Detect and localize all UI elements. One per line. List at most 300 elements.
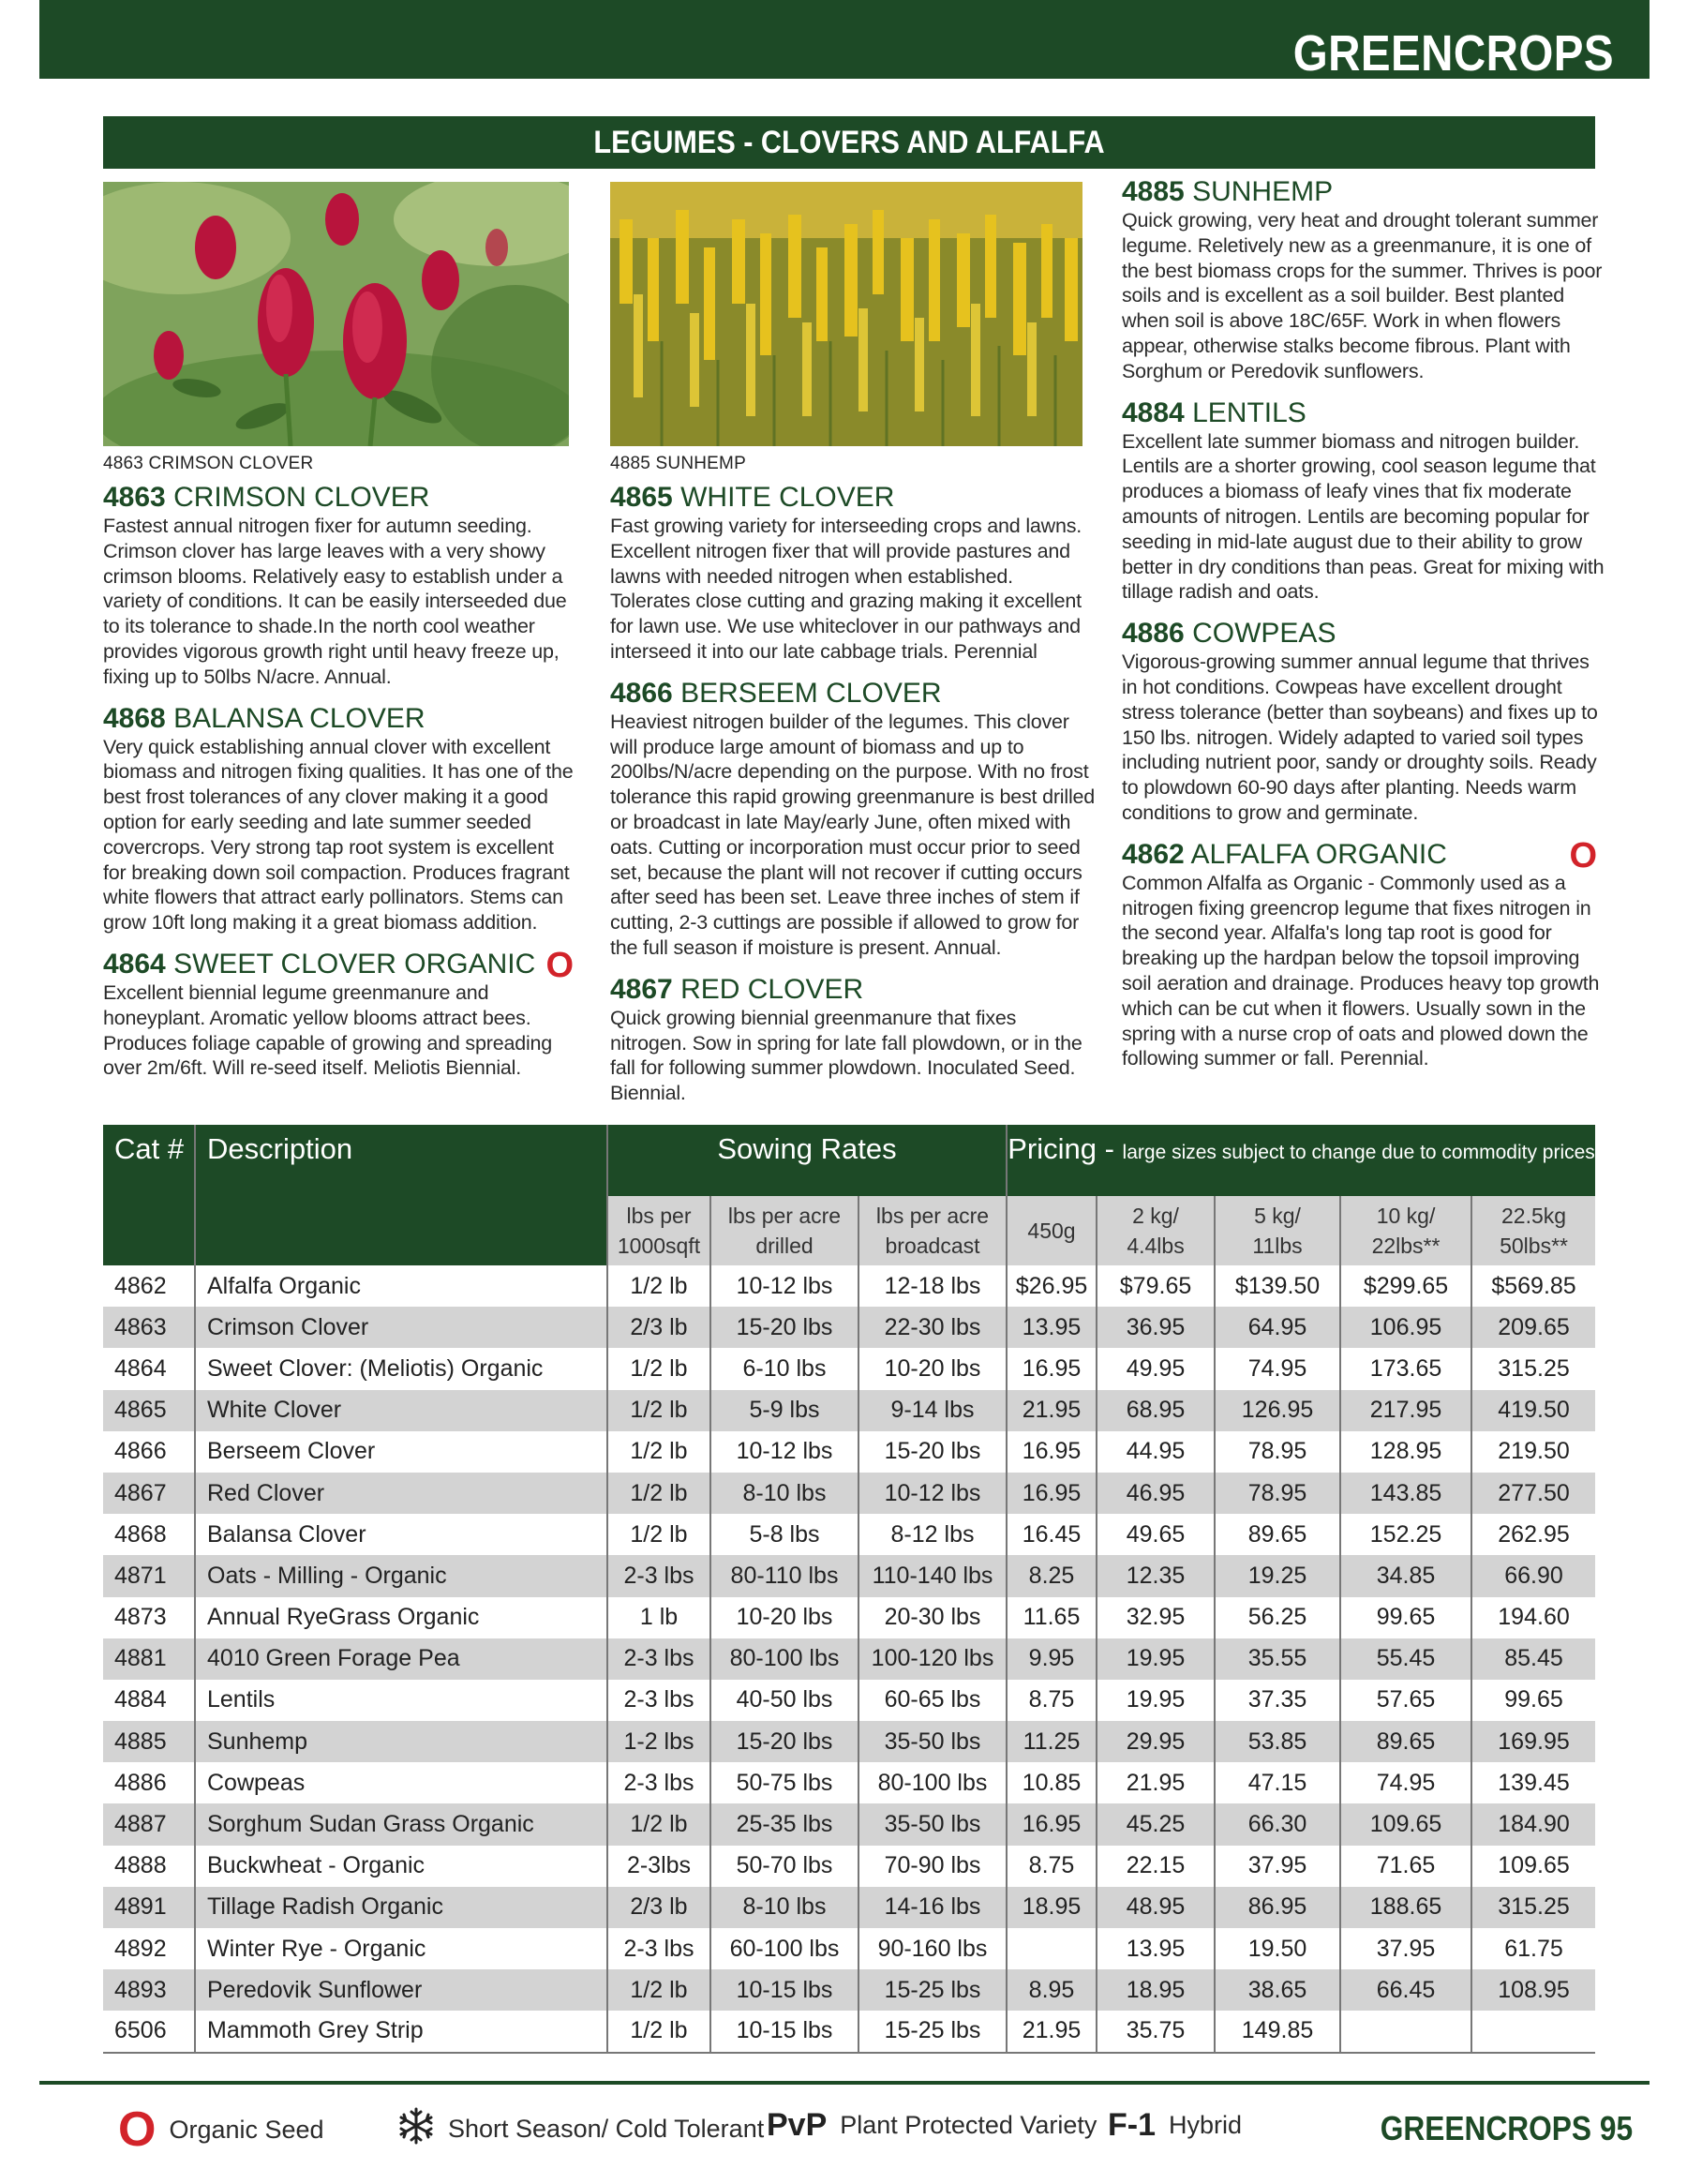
cat-number-cell: 4886 bbox=[103, 1762, 195, 1803]
value-cell: 74.95 bbox=[1215, 1348, 1340, 1389]
product-entry-4865 bbox=[610, 482, 1097, 665]
description-cell: Tillage Radish Organic bbox=[195, 1887, 607, 1928]
value-cell: 10.85 bbox=[1007, 1762, 1097, 1803]
column-middle bbox=[610, 482, 1097, 1119]
page-footer-number: GREENCROPS 95 bbox=[1380, 2109, 1633, 2147]
value-cell: $26.95 bbox=[1007, 1265, 1097, 1307]
subheader-line: 50lbs** bbox=[1500, 1234, 1568, 1258]
column-left bbox=[103, 482, 581, 1094]
subheader-line: 1000sqft bbox=[617, 1234, 701, 1258]
subheader-cell bbox=[858, 1196, 1007, 1265]
product-description: Common Alfalfa as Organic - Commonly used as a nitrogen fixing greencrop legume that fixes nitrogen in the second year. Alfalfa's long tap root is good for breaking up the hardpan below the topsoil improving soil aeration and drainage. Produces heavy top growth which can be cut when it flowers. Usually sown in the spring with a nurse crop of oats and plowed down the following summer or fall. Perennial. bbox=[1122, 871, 1600, 1070]
value-cell: 16.45 bbox=[1007, 1514, 1097, 1555]
product-name: ALFALFA ORGANIC bbox=[1190, 838, 1447, 870]
value-cell: 1/2 lb bbox=[607, 1348, 710, 1389]
subheader-cell bbox=[607, 1196, 710, 1265]
product-entry-4867 bbox=[610, 974, 1097, 1106]
product-entry-4885 bbox=[1122, 176, 1605, 384]
product-description: Vigorous-growing summer annual legume that thrives in hot conditions. Cowpeas have excellent drought stress tolerance (better than soybeans) and fixes up to 150 lbs. nitrogen. Widely adapted to varied soil types including nutrient poor, sandy or droughty soils. Ready to plowdown 60-90 days after planting. Needs warm conditions to grow and germinate. bbox=[1122, 651, 1598, 824]
header-pricing bbox=[1007, 1125, 1595, 1196]
value-cell: 99.65 bbox=[1340, 1597, 1471, 1638]
value-cell: 12.35 bbox=[1097, 1555, 1215, 1596]
description-cell: Cowpeas bbox=[195, 1762, 607, 1803]
value-cell: 66.45 bbox=[1340, 1969, 1471, 2011]
value-cell: 109.65 bbox=[1340, 1803, 1471, 1845]
product-entry-4886 bbox=[1122, 618, 1605, 826]
value-cell: 15-20 lbs bbox=[858, 1431, 1007, 1473]
value-cell: 13.95 bbox=[1007, 1307, 1097, 1348]
value-cell: 78.95 bbox=[1215, 1473, 1340, 1514]
value-cell: 16.95 bbox=[1007, 1348, 1097, 1389]
subheader-cell bbox=[1340, 1196, 1471, 1265]
header-pricing-note: large sizes subject to change due to commodity prices bbox=[1122, 1142, 1595, 1163]
product-entry-4866 bbox=[610, 678, 1097, 961]
value-cell: 50-70 lbs bbox=[710, 1846, 858, 1887]
value-cell: 8.75 bbox=[1007, 1846, 1097, 1887]
value-cell: 90-160 lbs bbox=[858, 1928, 1007, 1969]
cat-number-cell: 6506 bbox=[103, 2011, 195, 2052]
value-cell: 19.25 bbox=[1215, 1555, 1340, 1596]
value-cell: 1/2 lb bbox=[607, 2011, 710, 2052]
subheader-line: 22lbs** bbox=[1371, 1234, 1441, 1258]
value-cell bbox=[1007, 1928, 1097, 1969]
product-heading bbox=[610, 678, 1097, 710]
value-cell: 60-100 lbs bbox=[710, 1928, 858, 1969]
value-cell: 2-3 lbs bbox=[607, 1555, 710, 1596]
product-heading bbox=[1122, 835, 1605, 875]
value-cell: 10-20 lbs bbox=[858, 1348, 1007, 1389]
product-description: Excellent late summer biomass and nitrogen builder. Lentils are a shorter growing, cool season legume that produces a biomass of leafy vines that fix moderate amounts of nitrogen. Lentils are becoming popular for seeding in mid-late august due to their ability to grow better in dry conditions than peas. Great for mixing with tillage radish and oats. bbox=[1122, 429, 1605, 604]
value-cell: 44.95 bbox=[1097, 1431, 1215, 1473]
header-sowing-rates: Sowing Rates bbox=[607, 1125, 1007, 1196]
cat-number-cell: 4887 bbox=[103, 1803, 195, 1845]
product-description: Heaviest nitrogen builder of the legumes. This clover will produce large amount of biomass and up to 200lbs/N/acre depending on the purpose. With no frost tolerance this rapid growing greenmanure is best drilled or broadcast in late May/early June, often mixed with oats. Cutting or incorporation must occur prior to seed set, because the plant will not recover if cutting occurs after seed has been set. Leave three inches of stem if cutting, 2-3 cuttings are possible if allowed to grow for the full season if moisture is present. Annual. bbox=[610, 710, 1096, 959]
page-category-title: GREENCROPS bbox=[1292, 25, 1614, 82]
value-cell: 149.85 bbox=[1215, 2011, 1340, 2052]
product-description: Quick growing, very heat and drought tolerant summer legume. Reletively new as a greenmanure, it is one of the best biomass crops for the summer. Thrives is poor soils and is excellent as a soil builder. Best planted when soil is above 18C/65F. Work in when flowers appear, otherwise stalks become fibrous. Plant with Sorghum or Peredovik sunflowers. bbox=[1122, 209, 1603, 382]
column-right bbox=[1122, 176, 1605, 1085]
product-heading bbox=[1122, 618, 1605, 650]
value-cell: 22.15 bbox=[1097, 1846, 1215, 1887]
value-cell: 8-10 lbs bbox=[710, 1473, 858, 1514]
header-cat: Cat # bbox=[103, 1125, 195, 1265]
value-cell: 1/2 lb bbox=[607, 1265, 710, 1307]
value-cell: 89.65 bbox=[1215, 1514, 1340, 1555]
value-cell: 56.25 bbox=[1215, 1597, 1340, 1638]
value-cell: 89.65 bbox=[1340, 1721, 1471, 1762]
subheader-line: 5 kg/ bbox=[1254, 1204, 1301, 1228]
value-cell: 1-2 lbs bbox=[607, 1721, 710, 1762]
value-cell: 80-100 lbs bbox=[710, 1638, 858, 1680]
value-cell: 5-9 lbs bbox=[710, 1390, 858, 1431]
product-entry-4864 bbox=[103, 945, 581, 1081]
value-cell: 32.95 bbox=[1097, 1597, 1215, 1638]
value-cell: 10-12 lbs bbox=[710, 1431, 858, 1473]
description-cell: Balansa Clover bbox=[195, 1514, 607, 1555]
subheader-line: lbs per acre bbox=[875, 1204, 990, 1228]
description-cell: Annual RyeGrass Organic bbox=[195, 1597, 607, 1638]
cat-number-cell: 4865 bbox=[103, 1390, 195, 1431]
product-number: 4866 bbox=[610, 677, 673, 709]
organic-icon: O bbox=[545, 945, 574, 985]
value-cell: 37.95 bbox=[1215, 1846, 1340, 1887]
hybrid-icon: F-1 bbox=[1108, 2107, 1156, 2143]
product-entry-4863 bbox=[103, 482, 581, 690]
value-cell: 106.95 bbox=[1340, 1307, 1471, 1348]
value-cell: 8.75 bbox=[1007, 1680, 1097, 1721]
product-name: RED CLOVER bbox=[680, 973, 864, 1005]
product-name: BALANSA CLOVER bbox=[173, 702, 425, 734]
value-cell: 1/2 lb bbox=[607, 1431, 710, 1473]
value-cell: 19.95 bbox=[1097, 1680, 1215, 1721]
value-cell: 217.95 bbox=[1340, 1390, 1471, 1431]
table-row bbox=[103, 1390, 1595, 1431]
table-row bbox=[103, 1473, 1595, 1514]
value-cell: 64.95 bbox=[1215, 1307, 1340, 1348]
crimson-clover-photo bbox=[103, 182, 569, 446]
value-cell: 188.65 bbox=[1340, 1887, 1471, 1928]
value-cell: 1/2 lb bbox=[607, 1969, 710, 2011]
value-cell: 16.95 bbox=[1007, 1473, 1097, 1514]
value-cell: 25-35 lbs bbox=[710, 1803, 858, 1845]
description-cell: Peredovik Sunflower bbox=[195, 1969, 607, 2011]
value-cell: 1/2 lb bbox=[607, 1803, 710, 1845]
table-row bbox=[103, 1887, 1595, 1928]
table-row bbox=[103, 1307, 1595, 1348]
header-bar bbox=[39, 0, 1650, 82]
description-cell: Alfalfa Organic bbox=[195, 1265, 607, 1307]
cat-number-cell: 4891 bbox=[103, 1887, 195, 1928]
cat-number-cell: 4884 bbox=[103, 1680, 195, 1721]
table-row bbox=[103, 1514, 1595, 1555]
value-cell: 10-12 lbs bbox=[710, 1265, 858, 1307]
product-heading bbox=[1122, 397, 1605, 429]
legend-label: Short Season/ Cold Tolerant bbox=[448, 2115, 765, 2143]
table-row bbox=[103, 1431, 1595, 1473]
value-cell: 126.95 bbox=[1215, 1390, 1340, 1431]
cat-number-cell: 4871 bbox=[103, 1555, 195, 1596]
value-cell: 8-10 lbs bbox=[710, 1887, 858, 1928]
value-cell: 315.25 bbox=[1471, 1887, 1595, 1928]
product-heading bbox=[610, 482, 1097, 514]
product-heading bbox=[1122, 176, 1605, 208]
subheader-line: drilled bbox=[755, 1234, 814, 1258]
value-cell: 100-120 lbs bbox=[858, 1638, 1007, 1680]
product-entry-4884 bbox=[1122, 397, 1605, 606]
value-cell: 219.50 bbox=[1471, 1431, 1595, 1473]
value-cell: 66.30 bbox=[1215, 1803, 1340, 1845]
value-cell: 60-65 lbs bbox=[858, 1680, 1007, 1721]
table-row bbox=[103, 1555, 1595, 1596]
product-name: LENTILS bbox=[1192, 396, 1306, 428]
product-number: 4884 bbox=[1122, 396, 1185, 428]
value-cell: 277.50 bbox=[1471, 1473, 1595, 1514]
value-cell: 9.95 bbox=[1007, 1638, 1097, 1680]
product-name: SWEET CLOVER ORGANIC bbox=[173, 948, 536, 980]
value-cell: 109.65 bbox=[1471, 1846, 1595, 1887]
sunhemp-photo bbox=[610, 182, 1082, 446]
product-description: Fast growing variety for interseeding crops and lawns. Excellent nitrogen fixer that will provide pastures and lawns with needed nitrogen when established. Tolerates close cutting and grazing making it excellent for lawn use. We use whiteclover in our pathways and interseed it into our late cabbage trials. Perennial bbox=[610, 515, 1082, 663]
description-cell: Buckwheat - Organic bbox=[195, 1846, 607, 1887]
subheader-line: 4.4lbs bbox=[1127, 1234, 1185, 1258]
value-cell: 108.95 bbox=[1471, 1969, 1595, 2011]
value-cell: 55.45 bbox=[1340, 1638, 1471, 1680]
value-cell: 8.95 bbox=[1007, 1969, 1097, 2011]
table-row bbox=[103, 1803, 1595, 1845]
value-cell: 209.65 bbox=[1471, 1307, 1595, 1348]
value-cell: 5-8 lbs bbox=[710, 1514, 858, 1555]
product-number: 4885 bbox=[1122, 176, 1185, 207]
value-cell: 2-3lbs bbox=[607, 1846, 710, 1887]
value-cell: 152.25 bbox=[1340, 1514, 1471, 1555]
value-cell: 21.95 bbox=[1097, 1762, 1215, 1803]
pvp-icon: PvP bbox=[767, 2107, 828, 2143]
subheader-line: 11lbs bbox=[1252, 1234, 1303, 1258]
value-cell: 80-110 lbs bbox=[710, 1555, 858, 1596]
value-cell: 80-100 lbs bbox=[858, 1762, 1007, 1803]
value-cell: 15-20 lbs bbox=[710, 1307, 858, 1348]
description-cell: Sunhemp bbox=[195, 1721, 607, 1762]
value-cell: 40-50 lbs bbox=[710, 1680, 858, 1721]
cat-number-cell: 4866 bbox=[103, 1431, 195, 1473]
product-number: 4862 bbox=[1122, 838, 1185, 870]
product-description: Quick growing biennial greenmanure that fixes nitrogen. Sow in spring for late fall plowdown, or in the fall for following summer plowdown. Inoculated Seed. Biennial. bbox=[610, 1006, 1082, 1105]
value-cell: 10-15 lbs bbox=[710, 2011, 858, 2052]
product-number: 4865 bbox=[610, 482, 673, 513]
value-cell: 68.95 bbox=[1097, 1390, 1215, 1431]
cat-number-cell: 4893 bbox=[103, 1969, 195, 2011]
value-cell: 53.85 bbox=[1215, 1721, 1340, 1762]
organic-icon: O bbox=[118, 2102, 157, 2157]
table-row bbox=[103, 2011, 1595, 2052]
product-number: 4886 bbox=[1122, 618, 1185, 650]
value-cell: $139.50 bbox=[1215, 1265, 1340, 1307]
value-cell: 49.65 bbox=[1097, 1514, 1215, 1555]
value-cell: 16.95 bbox=[1007, 1803, 1097, 1845]
value-cell: 70-90 lbs bbox=[858, 1846, 1007, 1887]
organic-icon: O bbox=[1569, 835, 1597, 875]
table-body bbox=[103, 1265, 1595, 2053]
product-entry-4868 bbox=[103, 703, 581, 935]
legend-hybrid bbox=[1108, 2107, 1242, 2144]
description-cell: Oats - Milling - Organic bbox=[195, 1555, 607, 1596]
value-cell: 419.50 bbox=[1471, 1390, 1595, 1431]
description-cell: White Clover bbox=[195, 1390, 607, 1431]
subheader-line: broadcast bbox=[885, 1234, 980, 1258]
description-cell: Lentils bbox=[195, 1680, 607, 1721]
value-cell: 1 lb bbox=[607, 1597, 710, 1638]
value-cell: 66.90 bbox=[1471, 1555, 1595, 1596]
value-cell: 48.95 bbox=[1097, 1887, 1215, 1928]
product-name: CRIMSON CLOVER bbox=[173, 482, 430, 513]
value-cell: 47.15 bbox=[1215, 1762, 1340, 1803]
value-cell: 37.95 bbox=[1340, 1928, 1471, 1969]
cat-number-cell: 4885 bbox=[103, 1721, 195, 1762]
subheader-line: 2 kg/ bbox=[1132, 1204, 1179, 1228]
product-heading bbox=[103, 703, 581, 735]
table-row bbox=[103, 1721, 1595, 1762]
header-description: Description bbox=[195, 1125, 607, 1265]
legend-label: Organic Seed bbox=[169, 2115, 324, 2144]
value-cell: $569.85 bbox=[1471, 1265, 1595, 1307]
value-cell: 143.85 bbox=[1340, 1473, 1471, 1514]
value-cell: 12-18 lbs bbox=[858, 1265, 1007, 1307]
product-entry-4862 bbox=[1122, 835, 1605, 1071]
product-description: Fastest annual nitrogen fixer for autumn seeding. Crimson clover has large leaves with a very showy crimson blooms. Relatively easy to establish under a variety of conditions. It can be easily interseeded due to its tolerance to shade.In the north cool weather provides vigorous growth right until heavy freeze up, fixing up to 50lbs N/acre. Annual. bbox=[103, 515, 567, 688]
photo-caption: 4885 SUNHEMP bbox=[610, 454, 746, 473]
value-cell: 49.95 bbox=[1097, 1348, 1215, 1389]
value-cell: 194.60 bbox=[1471, 1597, 1595, 1638]
value-cell: 35.75 bbox=[1097, 2011, 1215, 2052]
value-cell: 71.65 bbox=[1340, 1846, 1471, 1887]
value-cell: 13.95 bbox=[1097, 1928, 1215, 1969]
value-cell: 46.95 bbox=[1097, 1473, 1215, 1514]
description-cell: Winter Rye - Organic bbox=[195, 1928, 607, 1969]
value-cell: 169.95 bbox=[1471, 1721, 1595, 1762]
product-heading bbox=[103, 482, 581, 514]
value-cell: 45.25 bbox=[1097, 1803, 1215, 1845]
value-cell: 18.95 bbox=[1097, 1969, 1215, 2011]
value-cell: 20-30 lbs bbox=[858, 1597, 1007, 1638]
snowflake-icon bbox=[397, 2107, 435, 2151]
value-cell: 22-30 lbs bbox=[858, 1307, 1007, 1348]
value-cell: 86.95 bbox=[1215, 1887, 1340, 1928]
product-number: 4863 bbox=[103, 482, 166, 513]
value-cell: 15-20 lbs bbox=[710, 1721, 858, 1762]
value-cell: 2-3 lbs bbox=[607, 1638, 710, 1680]
value-cell: 315.25 bbox=[1471, 1348, 1595, 1389]
cat-number-cell: 4864 bbox=[103, 1348, 195, 1389]
cat-number-cell: 4873 bbox=[103, 1597, 195, 1638]
value-cell: 2-3 lbs bbox=[607, 1762, 710, 1803]
value-cell bbox=[1340, 2011, 1471, 2052]
value-cell: 29.95 bbox=[1097, 1721, 1215, 1762]
product-description: Excellent biennial legume greenmanure and honeyplant. Aromatic yellow blooms attract bees. Produces foliage capable of growing and spreading over 2m/6ft. Will re-seed itself. Meliotis Biennial. bbox=[103, 980, 553, 1080]
product-description: Very quick establishing annual clover with excellent biomass and nitrogen fixing qualities. It has one of the best frost tolerances of any clover making it a good option for early seeding and late summer seeded covercrops. Very strong tap root system is excellent for breaking down soil compaction. Produces fragrant white flowers that attract early pollinators. Stems can grow 10ft long making it a great biomass addition. bbox=[103, 735, 574, 935]
section-banner bbox=[103, 116, 1595, 169]
value-cell: 74.95 bbox=[1340, 1762, 1471, 1803]
description-cell: Crimson Clover bbox=[195, 1307, 607, 1348]
value-cell: 35.55 bbox=[1215, 1638, 1340, 1680]
table-row bbox=[103, 1680, 1595, 1721]
description-cell: Mammoth Grey Strip bbox=[195, 2011, 607, 2052]
product-number: 4867 bbox=[610, 973, 673, 1005]
value-cell: 85.45 bbox=[1471, 1638, 1595, 1680]
subheader-cell bbox=[1097, 1196, 1215, 1265]
value-cell: 9-14 lbs bbox=[858, 1390, 1007, 1431]
value-cell: 37.35 bbox=[1215, 1680, 1340, 1721]
value-cell: 19.50 bbox=[1215, 1928, 1340, 1969]
value-cell: 78.95 bbox=[1215, 1431, 1340, 1473]
subheader-cell bbox=[1471, 1196, 1595, 1265]
value-cell bbox=[1471, 2011, 1595, 2052]
product-name: BERSEEM CLOVER bbox=[680, 677, 942, 709]
value-cell: 14-16 lbs bbox=[858, 1887, 1007, 1928]
value-cell: 2-3 lbs bbox=[607, 1928, 710, 1969]
value-cell: 61.75 bbox=[1471, 1928, 1595, 1969]
subheader-cell bbox=[710, 1196, 858, 1265]
value-cell: 57.65 bbox=[1340, 1680, 1471, 1721]
product-name: WHITE CLOVER bbox=[680, 482, 895, 513]
pricing-table bbox=[103, 1125, 1595, 2054]
value-cell: 262.95 bbox=[1471, 1514, 1595, 1555]
table-row bbox=[103, 1762, 1595, 1803]
value-cell: 36.95 bbox=[1097, 1307, 1215, 1348]
value-cell: 99.65 bbox=[1471, 1680, 1595, 1721]
value-cell: 11.25 bbox=[1007, 1721, 1097, 1762]
legend-organic bbox=[118, 2102, 324, 2157]
value-cell: 34.85 bbox=[1340, 1555, 1471, 1596]
value-cell: 35-50 lbs bbox=[858, 1803, 1007, 1845]
section-title: LEGUMES - CLOVERS AND ALFALFA bbox=[593, 125, 1105, 160]
value-cell: 21.95 bbox=[1007, 1390, 1097, 1431]
value-cell: 15-25 lbs bbox=[858, 2011, 1007, 2052]
product-number: 4868 bbox=[103, 702, 166, 734]
value-cell: 128.95 bbox=[1340, 1431, 1471, 1473]
value-cell: 10-15 lbs bbox=[710, 1969, 858, 2011]
table-row bbox=[103, 1638, 1595, 1680]
product-heading bbox=[610, 974, 1097, 1006]
value-cell: 2/3 lb bbox=[607, 1307, 710, 1348]
value-cell: 10-12 lbs bbox=[858, 1473, 1007, 1514]
description-cell: Sweet Clover: (Meliotis) Organic bbox=[195, 1348, 607, 1389]
subheader-line: 450g bbox=[1027, 1219, 1076, 1243]
subheader-line: lbs per acre bbox=[727, 1204, 842, 1228]
description-cell: Berseem Clover bbox=[195, 1431, 607, 1473]
legend-short-season bbox=[397, 2107, 764, 2151]
value-cell: 184.90 bbox=[1471, 1803, 1595, 1845]
legend-label: Plant Protected Variety bbox=[840, 2111, 1097, 2139]
value-cell: 2-3 lbs bbox=[607, 1680, 710, 1721]
value-cell: 11.65 bbox=[1007, 1597, 1097, 1638]
value-cell: 16.95 bbox=[1007, 1431, 1097, 1473]
value-cell: 139.45 bbox=[1471, 1762, 1595, 1803]
value-cell: 8.25 bbox=[1007, 1555, 1097, 1596]
value-cell: 21.95 bbox=[1007, 2011, 1097, 2052]
description-cell: Red Clover bbox=[195, 1473, 607, 1514]
table-row bbox=[103, 1846, 1595, 1887]
table-header-row bbox=[103, 1125, 1595, 1196]
legend-pvp bbox=[767, 2107, 1097, 2144]
table-row bbox=[103, 1928, 1595, 1969]
value-cell: 50-75 lbs bbox=[710, 1762, 858, 1803]
value-cell: 19.95 bbox=[1097, 1638, 1215, 1680]
cat-number-cell: 4892 bbox=[103, 1928, 195, 1969]
subheader-cell bbox=[1215, 1196, 1340, 1265]
description-cell: 4010 Green Forage Pea bbox=[195, 1638, 607, 1680]
header-pricing-label: Pricing - bbox=[1008, 1132, 1114, 1165]
cat-number-cell: 4888 bbox=[103, 1846, 195, 1887]
value-cell: 18.95 bbox=[1007, 1887, 1097, 1928]
table-row bbox=[103, 1265, 1595, 1307]
value-cell: 2/3 lb bbox=[607, 1887, 710, 1928]
value-cell: $79.65 bbox=[1097, 1265, 1215, 1307]
product-number: 4864 bbox=[103, 948, 166, 980]
footer-rule bbox=[39, 2081, 1650, 2085]
cat-number-cell: 4863 bbox=[103, 1307, 195, 1348]
subheader-line: 10 kg/ bbox=[1376, 1204, 1436, 1228]
table-row bbox=[103, 1348, 1595, 1389]
value-cell: $299.65 bbox=[1340, 1265, 1471, 1307]
value-cell: 15-25 lbs bbox=[858, 1969, 1007, 2011]
value-cell: 6-10 lbs bbox=[710, 1348, 858, 1389]
value-cell: 10-20 lbs bbox=[710, 1597, 858, 1638]
value-cell: 35-50 lbs bbox=[858, 1721, 1007, 1762]
table-row bbox=[103, 1969, 1595, 2011]
photo-caption: 4863 CRIMSON CLOVER bbox=[103, 454, 314, 473]
legend-label: Hybrid bbox=[1169, 2111, 1243, 2139]
value-cell: 173.65 bbox=[1340, 1348, 1471, 1389]
